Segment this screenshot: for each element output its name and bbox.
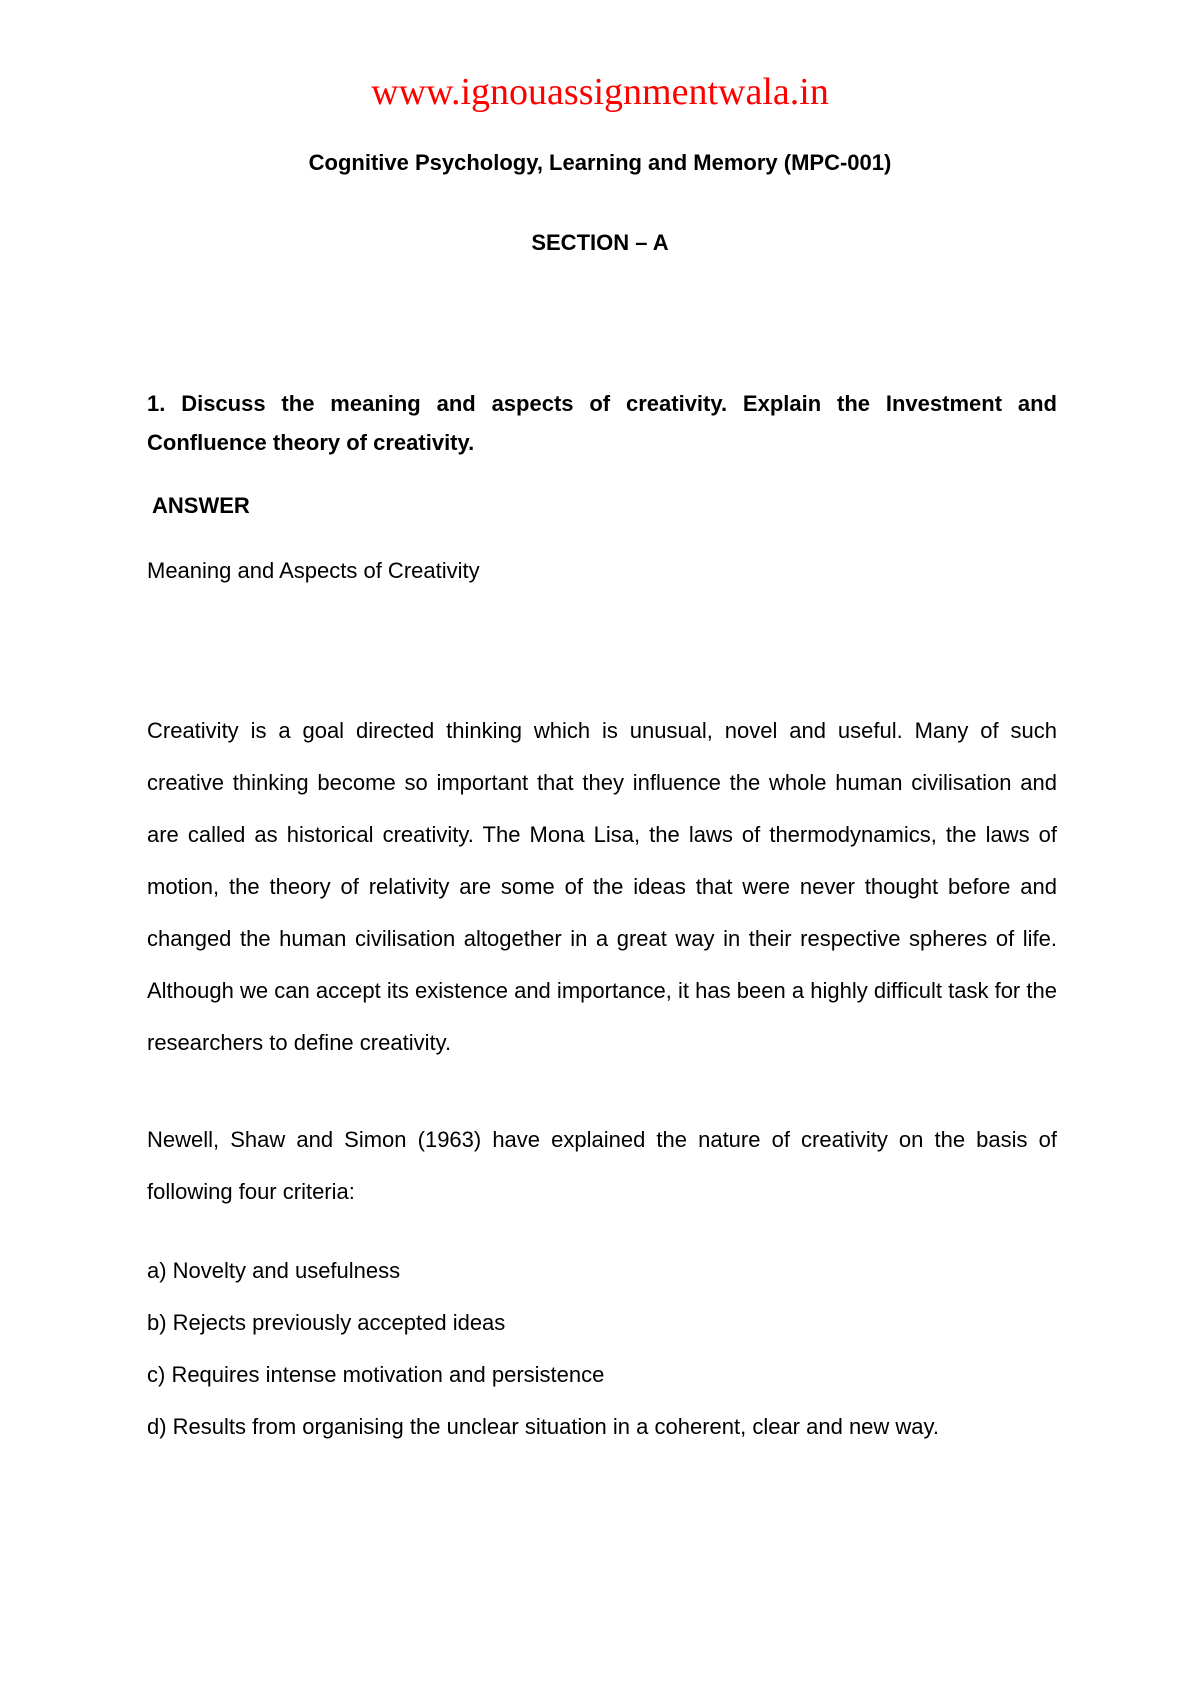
question-text: 1. Discuss the meaning and aspects of creativity. Explain the Investment and Confluence theory of creativity. xyxy=(147,391,1057,455)
criteria-item: b) Rejects previously accepted ideas xyxy=(147,1310,506,1335)
section-heading: SECTION – A xyxy=(531,230,669,255)
answer-subheading: Meaning and Aspects of Creativity xyxy=(147,558,480,583)
answer-label: ANSWER xyxy=(152,493,250,518)
criteria-intro: Newell, Shaw and Simon (1963) have explained the nature of creativity on the basis of following four criteria: xyxy=(147,1127,1057,1204)
website-watermark: www.ignouassignmentwala.in xyxy=(371,71,829,113)
criteria-item: d) Results from organising the unclear situation in a coherent, clear and new way. xyxy=(147,1414,940,1439)
criteria-list xyxy=(147,1245,1057,1453)
document-title: Cognitive Psychology, Learning and Memory (MPC-001) xyxy=(308,150,892,175)
creativity-paragraph: Creativity is a goal directed thinking which is unusual, novel and useful. Many of such creative thinking become so important that they influence the whole human civilisation and are called as historical creativity. The Mona Lisa, the laws of thermodynamics, the laws of motion, the theory of relativity are some of the ideas that were never thought before and changed the human civilisation altogether in a great way in their respective spheres of life. Although we can accept its existence and importance, it has been a highly difficult task for the researchers to define creativity. xyxy=(147,718,1057,1055)
criteria-item: a) Novelty and usefulness xyxy=(147,1258,401,1283)
criteria-item: c) Requires intense motivation and persistence xyxy=(147,1362,605,1387)
